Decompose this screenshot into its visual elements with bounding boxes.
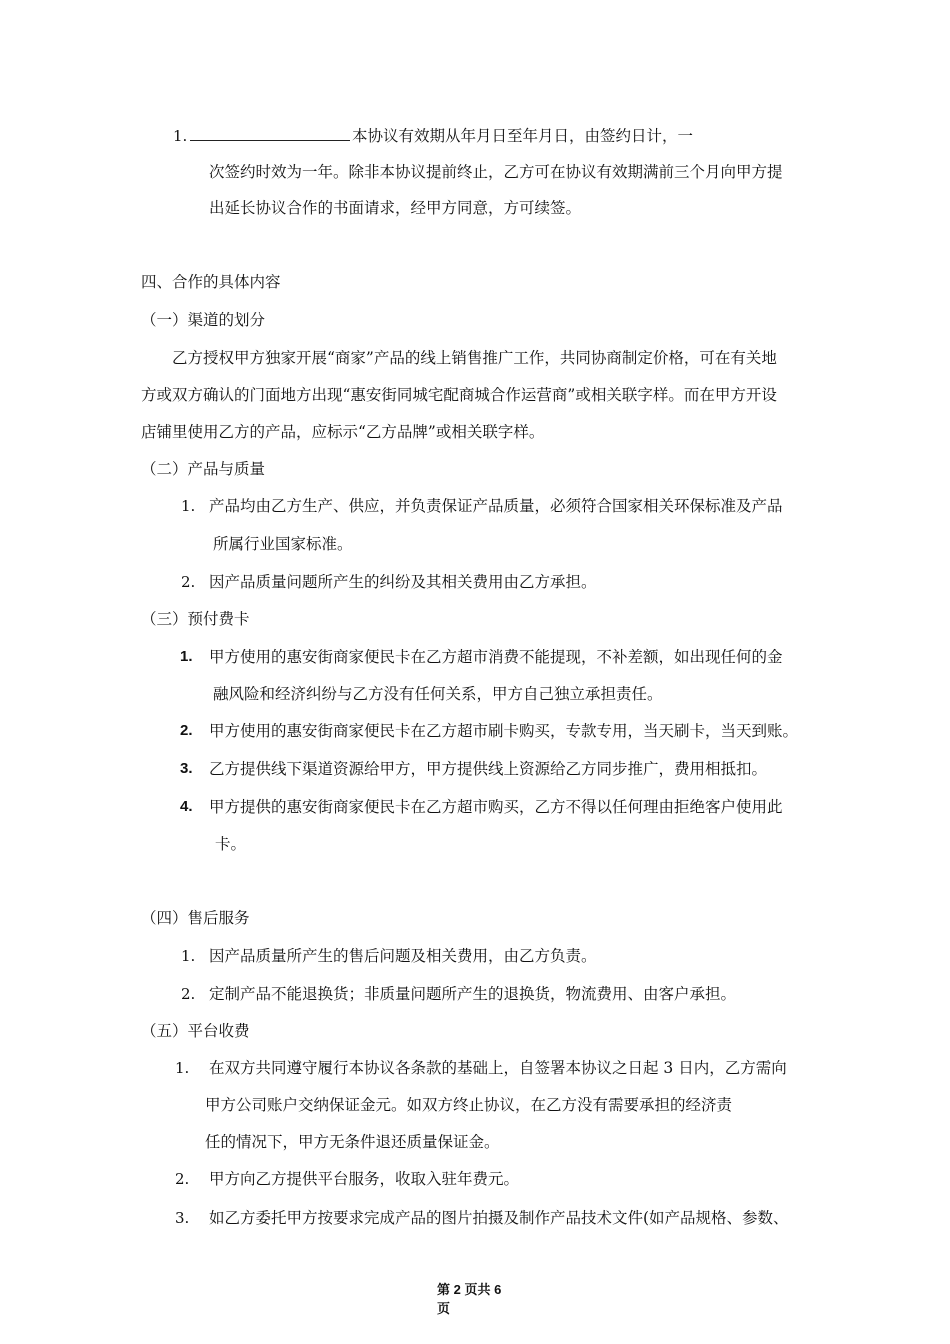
aftersale-item-2: 定制产品不能退换货；非质量问题所产生的退换货，物流费用、由客户承担。 [209,985,737,1003]
fees-item-2-number: 2. [175,1170,190,1188]
prepaid-item-4-line-2: 卡。 [215,835,247,853]
aftersale-item-1-number: 1. [181,947,196,965]
quality-heading: （二）产品与质量 [141,460,266,478]
quality-item-2: 因产品质量问题所产生的纠纷及其相关费用由乙方承担。 [209,573,597,591]
term-line-3: 出延长协议合作的书面请求，经甲方同意，方可续签。 [209,199,582,217]
channel-para-line-2: 方或双方确认的门面地方出现“惠安街同城宅配商城合作运营商”或相关联字样。而在甲方开设 [141,386,777,404]
prepaid-item-2-number: 2. [180,722,193,739]
signature-blank [190,126,350,141]
quality-item-1-line-2: 所属行业国家标准。 [213,535,353,553]
page-number-footer [437,1280,527,1318]
channel-para-line-3: 店铺里使用乙方的产品，应标示“乙方品牌”或相关联字样。 [141,423,545,441]
fees-item-2: 甲方向乙方提供平台服务，收取入驻年费元。 [209,1170,520,1188]
fees-item-1-line-1: 在双方共同遵守履行本协议各条款的基础上，自签署本协议之日起 3 日内，乙方需向 [209,1059,787,1077]
section-4-title: 四、合作的具体内容 [141,273,281,291]
fees-heading: （五）平台收费 [141,1022,250,1040]
channel-para-line-1: 乙方授权甲方独家开展“商家”产品的线上销售推广工作，共同协商制定价格，可在有关地 [172,349,777,367]
prepaid-item-3-number: 3. [180,760,193,777]
prepaid-item-1-number: 1. [180,648,193,665]
term-line-1 [190,126,693,146]
term-number: 1. [173,127,188,145]
term-line-1-text: 本协议有效期从年月日至年月日，由签约日计，一 [352,127,694,145]
term-line-2: 次签约时效为一年。除非本协议提前终止，乙方可在协议有效期满前三个月向甲方提 [209,163,783,181]
fees-item-3: 如乙方委托甲方按要求完成产品的图片拍摄及制作产品技术文件(如产品规格、参数、 [209,1209,789,1227]
prepaid-heading: （三）预付费卡 [141,610,250,628]
prepaid-item-1-line-2: 融风险和经济纠纷与乙方没有任何关系，甲方自己独立承担责任。 [213,685,663,703]
fees-item-1-number: 1. [175,1059,190,1077]
quality-item-1-number: 1. [181,497,196,515]
prepaid-item-3: 乙方提供线下渠道资源给甲方，甲方提供线上资源给乙方同步推广，费用相抵扣。 [209,760,768,778]
fees-item-1-line-3: 任的情况下，甲方无条件退还质量保证金。 [205,1133,500,1151]
quality-item-2-number: 2. [181,573,196,591]
prepaid-item-4-line-1: 甲方提供的惠安街商家便民卡在乙方超市购买，乙方不得以任何理由拒绝客户使用此 [209,798,783,816]
quality-item-1-line-1: 产品均由乙方生产、供应，并负责保证产品质量，必须符合国家相关环保标准及产品 [209,497,783,515]
channel-heading: （一）渠道的划分 [141,311,266,329]
page-number-line-2: 页 [437,1301,451,1316]
aftersale-item-1: 因产品质量所产生的售后问题及相关费用，由乙方负责。 [209,947,597,965]
prepaid-item-4-number: 4. [180,798,193,815]
fees-item-3-number: 3. [175,1209,190,1227]
prepaid-item-2: 甲方使用的惠安街商家便民卡在乙方超市刷卡购买，专款专用，当天刷卡，当天到账。 [209,722,799,740]
aftersale-heading: （四）售后服务 [141,909,250,927]
fees-item-1-line-2: 甲方公司账户交纳保证金元。如双方终止协议，在乙方没有需要承担的经济责 [205,1096,733,1114]
page-number-line-1: 第 2 页共 6 [437,1282,502,1297]
aftersale-item-2-number: 2. [181,985,196,1003]
prepaid-item-1-line-1: 甲方使用的惠安街商家便民卡在乙方超市消费不能提现，不补差额，如出现任何的金 [209,648,783,666]
